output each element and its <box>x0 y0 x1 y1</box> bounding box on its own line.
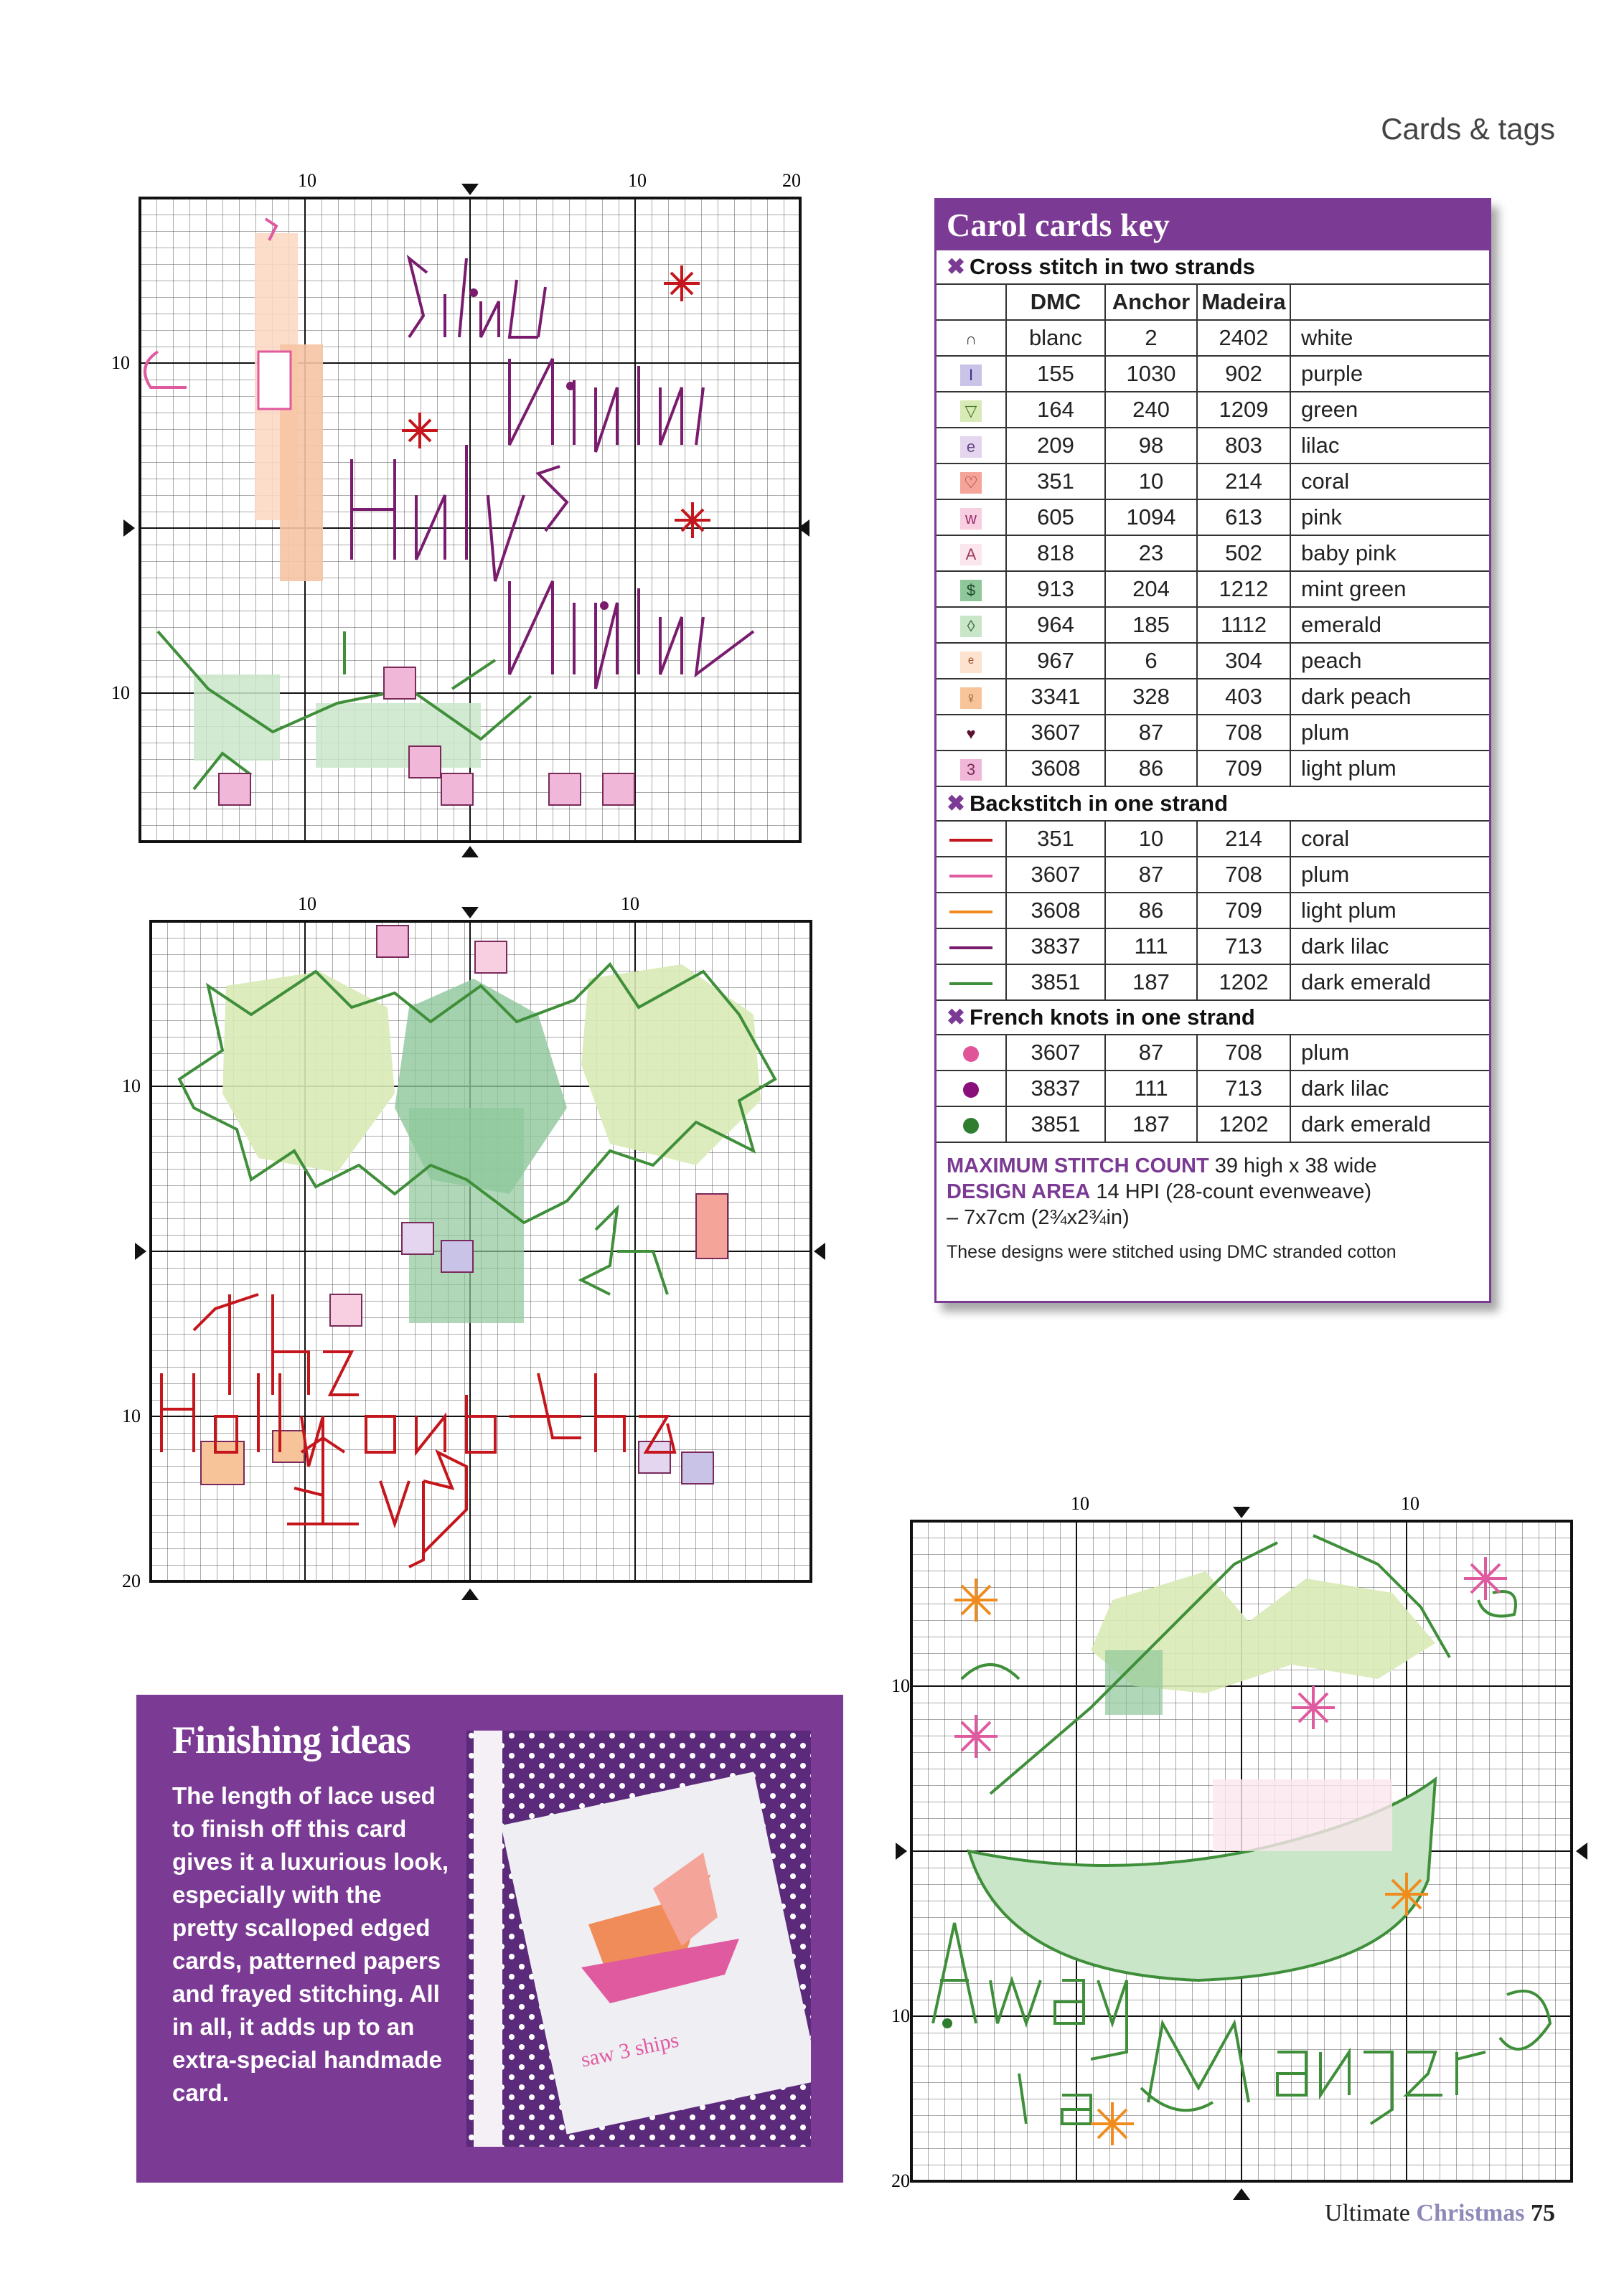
backstitch-swatch <box>949 839 992 842</box>
cross-row: ᵉ 967 6 304 peach <box>937 643 1489 679</box>
symbol-swatch: $ <box>960 580 982 601</box>
tick-label: 20 <box>891 2170 910 2191</box>
card-photo <box>466 1731 811 2147</box>
cross-stitch-heading: ✖ Cross stitch in two strands <box>937 250 1489 285</box>
tick-label: 10 <box>891 1675 910 1696</box>
header-row <box>937 285 1489 320</box>
thread-note: These designs were stitched using DMC stranded cotton <box>947 1242 1397 1262</box>
symbol-swatch: w <box>960 508 982 530</box>
cross-row: ♡ 351 10 214 coral <box>937 464 1489 499</box>
chart-manger <box>876 1478 1607 2210</box>
footer <box>1325 2200 1555 2227</box>
back-row: 3607 87 708 plum <box>937 857 1489 893</box>
back-row: 3851 187 1202 dark emerald <box>937 964 1489 1000</box>
tick-label: 10 <box>298 893 316 914</box>
cross-row: ∩ blanc 2 2402 white <box>937 320 1489 356</box>
cross-row: ▽ 164 240 1209 green <box>937 392 1489 428</box>
tick-label: 20 <box>122 1571 141 1591</box>
symbol-swatch: ◊ <box>960 616 982 637</box>
french-knots-table <box>937 1035 1489 1143</box>
tick-label: 10 <box>122 1076 141 1096</box>
backstitch-heading: ✖ Backstitch in one strand <box>937 787 1489 822</box>
french-knot-swatch <box>963 1082 979 1098</box>
page-number: 75 <box>1531 2200 1555 2226</box>
chart-holly-ivy <box>108 893 825 1603</box>
backstitch-table <box>937 822 1489 1001</box>
back-row: 3837 111 713 dark lilac <box>937 928 1489 964</box>
tick-label: 10 <box>891 2005 910 2026</box>
tick-label: 10 <box>111 682 130 703</box>
tick-label: 10 <box>621 893 639 914</box>
footer-brand: Christmas <box>1416 2200 1525 2226</box>
finishing-body: The length of lace used to finish off this card gives it a luxurious look, especially with the pretty scalloped edged cards, patterned papers and frayed stitching. All in all, it adds up to an extra-special handmade card. <box>172 1782 449 2106</box>
cross-row: 3 3608 86 709 light plum <box>937 751 1489 786</box>
symbol-swatch: ᵉ <box>960 651 982 673</box>
cross-row: ♀ 3341 328 403 dark peach <box>937 679 1489 715</box>
french-knots-heading: ✖ French knots in one strand <box>937 1001 1489 1035</box>
backstitch-swatch <box>949 982 992 985</box>
chart-silent-night <box>108 172 825 861</box>
symbol-swatch: A <box>960 544 982 565</box>
cross-icon: ✖ <box>947 1004 965 1030</box>
col-anchor: Anchor <box>1105 285 1197 320</box>
cross-row: e 209 98 803 lilac <box>937 428 1489 464</box>
section-label: Cards & tags <box>1381 112 1555 146</box>
french-row: 3607 87 708 plum <box>937 1035 1489 1071</box>
tick-label: 10 <box>1071 1493 1089 1514</box>
back-row: 3608 86 709 light plum <box>937 893 1489 928</box>
tick-label: 10 <box>111 352 130 373</box>
french-knot-swatch <box>963 1046 979 1062</box>
tick-label: 10 <box>122 1406 141 1426</box>
symbol-swatch: ▽ <box>960 400 982 422</box>
cross-icon: ✖ <box>947 791 965 816</box>
photo-caption: saw 3 ships <box>578 2028 681 2072</box>
cross-icon: ✖ <box>947 254 965 279</box>
tick-label: 10 <box>628 172 647 191</box>
back-row: 351 10 214 coral <box>937 822 1489 857</box>
stitch-stats: MAXIMUM STITCH COUNT 39 high x 38 wide DESIGN AREA 14 HPI (28-count evenweave) – 7x7cm (2¾x2¾in) These designs were stitched using DMC stranded cotton <box>937 1143 1489 1265</box>
symbol-swatch: e <box>960 436 982 458</box>
symbol-swatch: 3 <box>960 759 982 781</box>
backstitch-swatch <box>949 946 992 949</box>
cross-stitch-table <box>937 285 1489 787</box>
cross-row: w 605 1094 613 pink <box>937 499 1489 535</box>
backstitch-swatch <box>949 911 992 913</box>
footer-magazine: Ultimate <box>1324 2200 1417 2226</box>
cross-row: $ 913 204 1212 mint green <box>937 571 1489 607</box>
symbol-swatch: ∩ <box>960 329 982 350</box>
cross-row: A 818 23 502 baby pink <box>937 535 1489 571</box>
col-dmc: DMC <box>1006 285 1105 320</box>
cross-row: I 155 1030 902 purple <box>937 356 1489 392</box>
symbol-swatch: ♡ <box>960 472 982 494</box>
french-row: 3851 187 1202 dark emerald <box>937 1106 1489 1142</box>
col-madeira: Madeira <box>1197 285 1290 320</box>
tick-label: 20 <box>782 172 801 191</box>
key-panel <box>934 198 1491 1303</box>
backstitch-swatch <box>949 875 992 878</box>
french-row: 3837 111 713 dark lilac <box>937 1071 1489 1106</box>
french-knot-swatch <box>963 1118 979 1134</box>
cross-row: ◊ 964 185 1112 emerald <box>937 607 1489 643</box>
finishing-ideas-box <box>136 1695 843 2183</box>
symbol-swatch: ♀ <box>960 687 982 709</box>
symbol-swatch: ♥ <box>960 723 982 745</box>
symbol-swatch: I <box>960 364 982 386</box>
tick-label: 10 <box>298 172 316 191</box>
key-title: Carol cards key <box>937 200 1489 250</box>
cross-row: ♥ 3607 87 708 plum <box>937 715 1489 751</box>
finishing-title: Finishing ideas <box>172 1718 410 1761</box>
tick-label: 10 <box>1401 1493 1419 1514</box>
